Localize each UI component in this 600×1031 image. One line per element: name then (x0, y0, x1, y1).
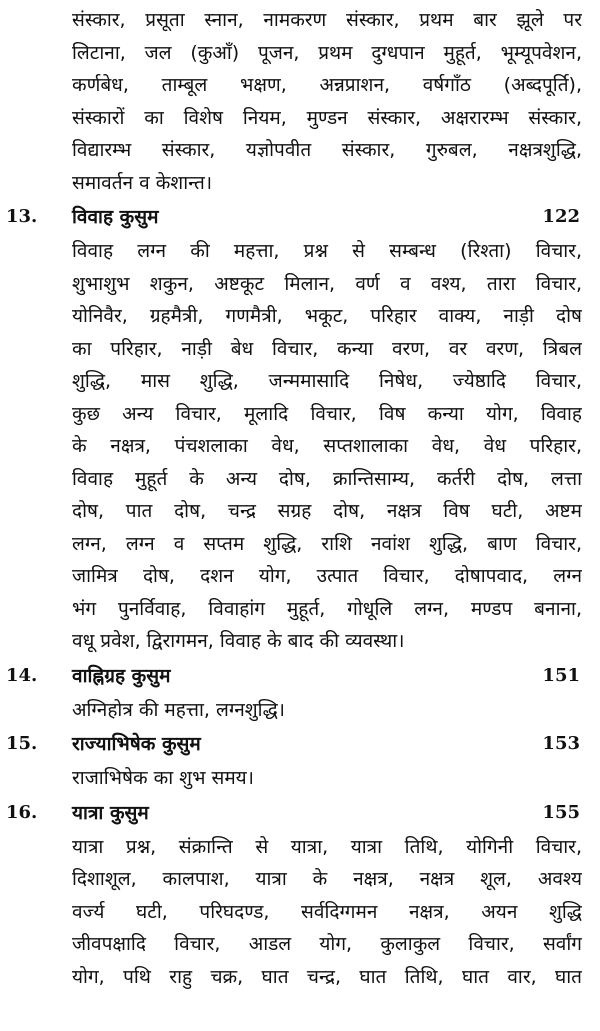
section-heading (0, 795, 600, 831)
text-line: योनिवैर, ग्रहमैत्री, गणमैत्री, भकूट, परिहार वाक्य, नाड़ी दोष (72, 305, 582, 327)
text-line: जीवपक्षादि विचार, आडल योग, कुलाकुल विचार, सर्वांग (72, 933, 582, 955)
text-line: दोष, पात दोष, चन्द्र सग्रह दोष, नक्षत्र विष घटी, अष्टम (72, 500, 582, 522)
text-line: शुद्धि, मास शुद्धि, जन्ममासादि निषेध, ज्येष्ठादि विचार, (72, 370, 582, 392)
page-number: 155 (542, 801, 580, 823)
text-line: वधू प्रवेश, द्विरागमन, विवाह के बाद की व्यवस्था। (72, 630, 405, 652)
text-line: दिशाशूल, कालपाश, यात्रा के नक्षत्र, नक्षत्र शूल, अवश्य (72, 868, 582, 890)
section-title: राज्याभिषेक कुसुम (72, 733, 201, 755)
section-heading (0, 199, 600, 235)
text-line: योग, पथि राहु चक्र, घात चन्द्र, घात तिथि, घात वार, घात (72, 965, 582, 988)
toc-page (0, 4, 600, 993)
toc-entry-14 (0, 658, 600, 727)
text-line: कर्णबेध, ताम्बूल भक्षण, अन्नप्राशन, वर्षगाँठ (अब्दपूर्ति), (72, 74, 582, 96)
text-line: विवाह मुहूर्त के अन्य दोष, क्रान्तिसाम्य, कर्तरी दोष, लत्ता (72, 467, 582, 490)
toc-entry-15 (0, 726, 600, 795)
text-line: जामित्र दोष, दशन योग, उत्पात विचार, दोषापवाद, लग्न (72, 565, 582, 587)
section-number: 13. (6, 206, 38, 227)
text-line: शुभाशुभ शकुन, अष्टकूट मिलान, वर्ण व वश्य, तारा विचार, (72, 272, 582, 295)
text-line: भंग पुनर्विवाह, विवाहांग मुहूर्त, गोधूलि लग्न, मण्डप बनाना, (72, 597, 582, 620)
text-line: विवाह लग्न की महत्ता, प्रश्न से सम्बन्ध (रिश्ता) विचार, (72, 240, 582, 262)
text-line: वर्ज्य घटी, परिघदण्ड, सर्वदिग्गमन नक्षत्र, अयन शुद्धि (72, 900, 582, 923)
section-title: विवाह कुसुम (72, 206, 159, 228)
page-number: 153 (542, 733, 580, 754)
text-line: राजाभिषेक का शुभ समय। (72, 767, 254, 789)
text-line: अग्निहोत्र की महत्ता, लग्नशुद्धि। (72, 698, 285, 721)
toc-entry-13 (0, 199, 600, 658)
intro-paragraph (0, 4, 600, 199)
text-line: संस्कार, प्रसूता स्नान, नामकरण संस्कार, प्रथम बार झूले पर (72, 9, 582, 31)
page-number: 122 (542, 206, 580, 227)
section-number: 16. (6, 801, 38, 823)
section-number: 15. (6, 733, 38, 754)
section-heading (0, 658, 600, 694)
text-line: कुछ अन्य विचार, मूलादि विचार, विष कन्या योग, विवाह (72, 402, 582, 425)
section-number: 14. (6, 664, 38, 686)
section-heading (0, 726, 600, 762)
text-line: लग्न, लग्न व सप्तम शुद्धि, राशि नवांश शुद्धि, बाण विचार, (72, 532, 582, 555)
section-title: वाह्निग्रह कुसुम (72, 664, 171, 687)
text-line: समावर्तन व केशान्त। (72, 171, 213, 194)
page-number: 151 (542, 664, 580, 686)
text-line: विद्यारम्भ संस्कार, यज्ञोपवीत संस्कार, गुरुबल, नक्षत्रशुद्धि, (72, 139, 582, 161)
toc-entry-16 (0, 795, 600, 994)
text-line: यात्रा प्रश्न, संक्रान्ति से यात्रा, यात्रा तिथि, योगिनी विचार, (72, 835, 582, 858)
text-line: के नक्षत्र, पंचशलाका वेध, सप्तशालाका वेध, वेध परिहार, (72, 435, 582, 457)
text-line: संस्कारों का विशेष नियम, मुण्डन संस्कार, अक्षरारम्भ संस्कार, (72, 106, 582, 129)
section-title: यात्रा कुसुम (72, 801, 149, 824)
text-line: लिटाना, जल (कुआँ) पूजन, प्रथम दुग्धपान मुहूर्त, भूम्यूपवेशन, (72, 41, 582, 64)
text-line: का परिहार, नाड़ी बेध विचार, कन्या वरण, वर वरण, त्रिबल (72, 337, 582, 360)
